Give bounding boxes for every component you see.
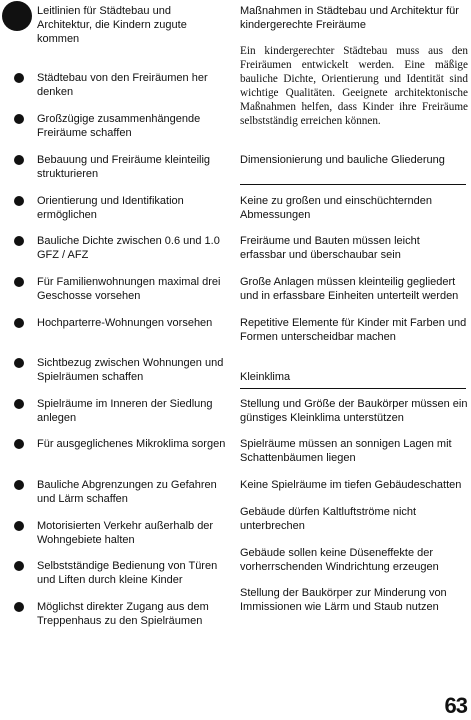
section-item: Stellung der Baukörper zur Minderung von Immissionen wie Lärm und Staub nutzen [240, 587, 447, 613]
bullet-dot-icon [14, 277, 24, 287]
bullet-dot-icon [14, 318, 24, 328]
section-divider [240, 388, 466, 389]
right-heading: Maßnahmen in Städtebau und Architektur für kindergerechte Freiräume [240, 5, 459, 31]
list-item-text: Orientierung und Identifikation ermöglichen [37, 195, 184, 221]
list-item-text: Möglichst direkter Zugang aus dem Treppenhaus zu den Spielräumen [37, 601, 209, 627]
bullet-dot-icon [14, 521, 24, 531]
section-item: Keine zu großen und einschüchternden Abmessungen [240, 195, 433, 221]
page-number: 63 [444, 693, 467, 718]
intro-paragraph: Ein kindergerechter Städtebau muss aus den Freiräumen entwickelt werden. Eine mäßige bauliche Dichte, Orientierung und Identität sind wichtige Qualitäten. Geeignete architektonische Maßnahmen helfen, dass Kinder ihre Freiräume selbstständig erreichen können. [240, 45, 468, 127]
bullet-dot-icon [14, 561, 24, 571]
list-item-text: Spielräume im Inneren der Siedlung anlegen [37, 398, 213, 424]
section-item: Repetitive Elemente für Kinder mit Farben und Formen unterscheidbar machen [240, 317, 467, 343]
section-divider [240, 184, 466, 185]
list-item-text: Hochparterre-Wohnungen vorsehen [37, 317, 213, 329]
section-item: Gebäude dürfen Kaltluftströme nicht unterbrechen [240, 506, 417, 532]
left-heading: Leitlinien für Städtebau und Architektur, die Kindern zugute kommen [37, 5, 187, 45]
section-title-dimensioning: Dimensionierung und bauliche Gliederung [240, 154, 445, 166]
bullet-dot-icon [14, 358, 24, 368]
list-item-text: Sichtbezug zwischen Wohnungen und Spielräumen schaffen [37, 357, 224, 383]
bullet-dot-icon [14, 399, 24, 409]
bullet-dot-icon [14, 602, 24, 612]
bullet-dot-icon [14, 196, 24, 206]
section-title-microclimate: Kleinklima [240, 371, 291, 383]
section-item: Große Anlagen müssen kleinteilig gegliedert und in erfassbare Einheiten unterteilt werden [240, 276, 459, 302]
section-item: Keine Spielräume im tiefen Gebäudeschatten [240, 479, 462, 491]
list-item-text: Bauliche Dichte zwischen 0.6 und 1.0 GFZ / AFZ [37, 235, 220, 261]
list-item-text: Bauliche Abgrenzungen zu Gefahren und Lärm schaffen [37, 479, 217, 505]
list-item-text: Selbstständige Bedienung von Türen und Liften durch kleine Kinder [37, 560, 218, 586]
list-item-text: Großzügige zusammenhängende Freiräume schaffen [37, 113, 201, 139]
bullet-dot-icon [14, 155, 24, 165]
bullet-dot-icon [14, 114, 24, 124]
section-item: Stellung und Größe der Baukörper müssen ein günstiges Kleinklima unterstützen [240, 398, 468, 424]
bullet-dot-icon [14, 236, 24, 246]
section-item: Freiräume und Bauten müssen leicht erfassbar und überschaubar sein [240, 235, 420, 261]
large-bullet-dot-icon [2, 1, 32, 31]
bullet-dot-icon [14, 73, 24, 83]
section-item: Spielräume müssen an sonnigen Lagen mit Schattenbäumen liegen [240, 438, 452, 464]
bullet-dot-icon [14, 439, 24, 449]
section-item: Gebäude sollen keine Düseneffekte der vorherrschenden Windrichtung erzeugen [240, 547, 439, 573]
list-item-text: Für Familienwohnungen maximal drei Geschosse vorsehen [37, 276, 221, 302]
list-item-text: Städtebau von den Freiräumen her denken [37, 72, 208, 98]
list-item-text: Motorisierten Verkehr außerhalb der Wohngebiete halten [37, 520, 214, 546]
list-item-text: Für ausgeglichenes Mikroklima sorgen [37, 438, 226, 450]
list-item-text: Bebauung und Freiräume kleinteilig strukturieren [37, 154, 211, 180]
bullet-dot-icon [14, 480, 24, 490]
